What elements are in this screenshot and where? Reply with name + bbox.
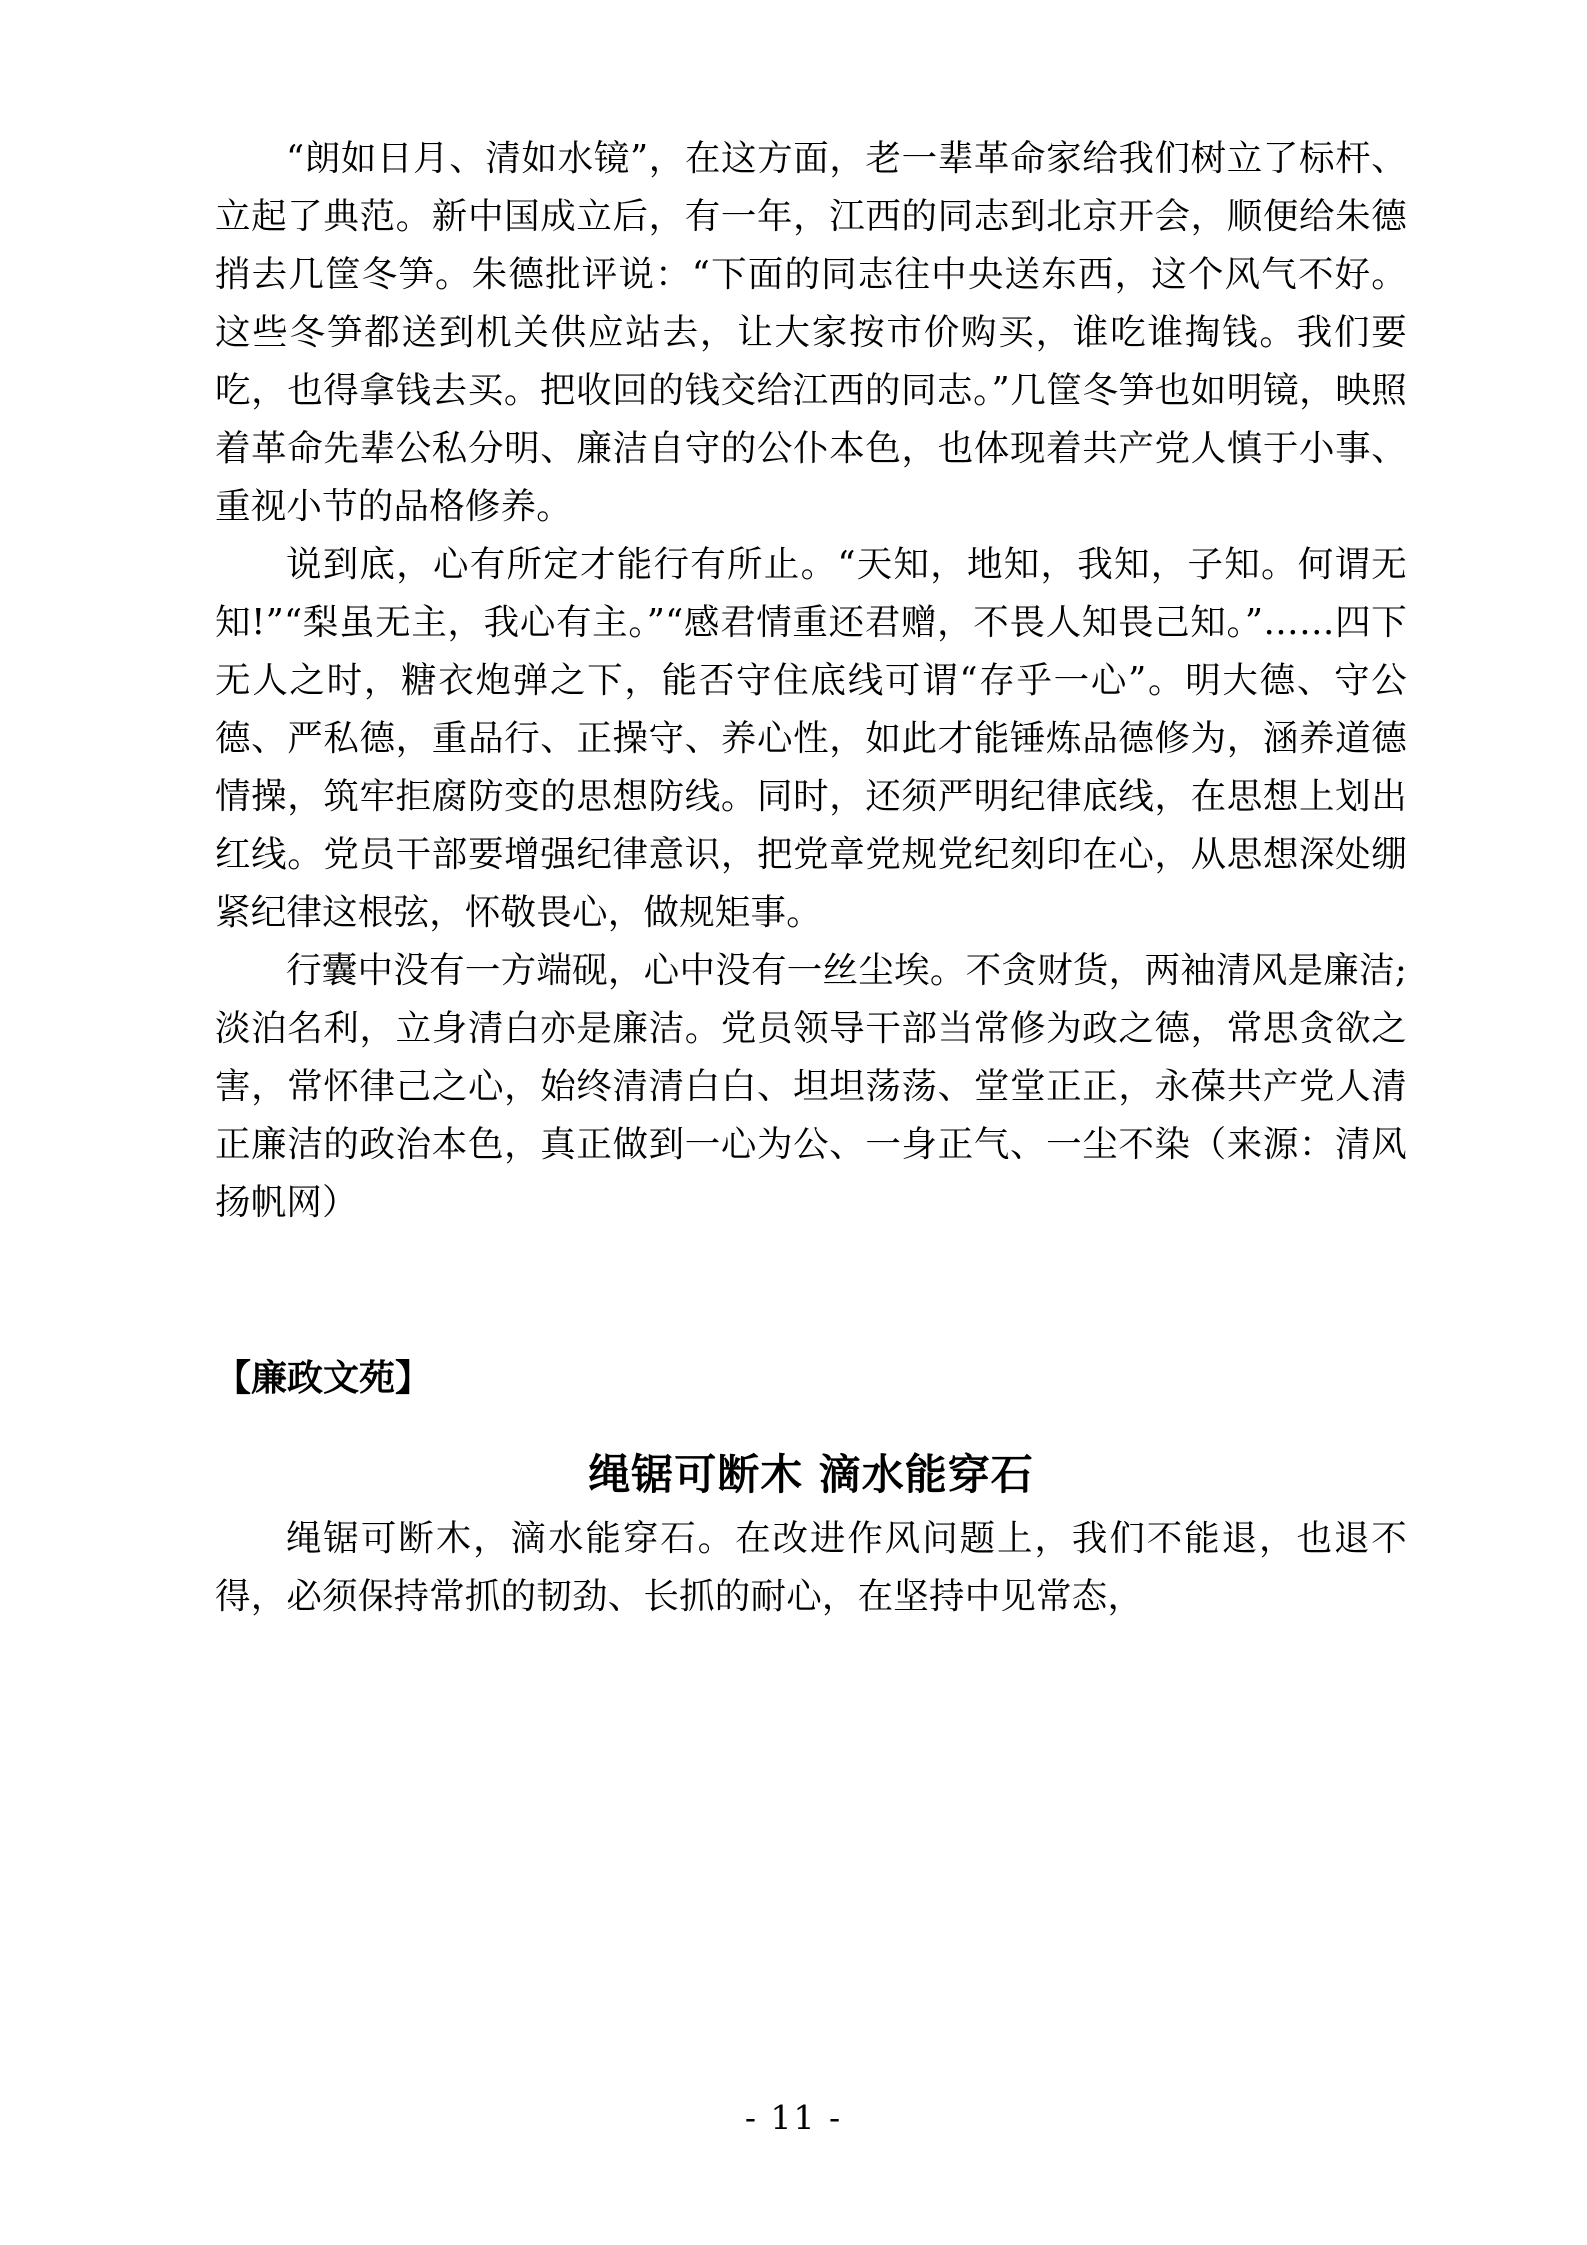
paragraph-3: 行囊中没有一方端砚，心中没有一丝尘埃。不贪财货，两袖清风是廉洁;淡泊名利，立身清白亦是廉洁。党员领导干部当常修为政之德，常思贪欲之害，常怀律己之心，始终清清白白、坦坦荡荡、堂堂正正，永葆共产党人清正廉洁的政治本色，真正做到一心为公、一身正气、一尘不染（来源：清风扬帆网） [215,950,1407,1223]
title-spacer [215,1406,1407,1440]
main-text-body [215,130,1407,1232]
article-title: 绳锯可断木 滴水能穿石 [588,1450,1034,1499]
section-tag-heading: 【廉政文苑】 [215,1357,432,1399]
article-text-body [215,1510,1407,1626]
paragraph-1: “朗如日月、清如水镜”，在这方面，老一辈革命家给我们树立了标杆、立起了典范。新中国成立后，有一年，江西的同志到北京开会，顺便给朱德捎去几筐冬笋。朱德批评说：“下面的同志往中央送东西，这个风气不好。这些冬笋都送到机关供应站去，让大家按市价购买，谁吃谁掏钱。我们要吃，也得拿钱去买。把收回的钱交给江西的同志。”几筐冬笋也如明镜，映照着革命先辈公私分明、廉洁自守的公仆本色，也体现着共产党人慎于小事、重视小节的品格修养。 [215,138,1407,527]
article-paragraph-1: 绳锯可断木，滴水能穿石。在改进作风问题上，我们不能退，也退不得，必须保持常抓的韧劲、长抓的耐心，在坚持中见常态， [215,1518,1407,1617]
paragraph-2: 说到底，心有所定才能行有所止。“天知，地知，我知，子知。何谓无知!”“梨虽无主，我心有主。”“感君情重还君赠，不畏人知畏己知。”……四下无人之时，糖衣炮弹之下，能否守住底线可谓“存乎一心”。明大德、守公德、严私德，重品行、正操守、养心性，如此才能锤炼品德修为，涵养道德情操，筑牢拒腐防变的思想防线。同时，还须严明纪律底线，在思想上划出红线。党员干部要增强纪律意识，把党章党规党纪刻印在心，从思想深处绷紧纪律这根弦，怀敬畏心，做规矩事。 [215,544,1407,933]
section-spacer [215,1232,1407,1350]
page-number: - 11 - [744,2098,843,2137]
